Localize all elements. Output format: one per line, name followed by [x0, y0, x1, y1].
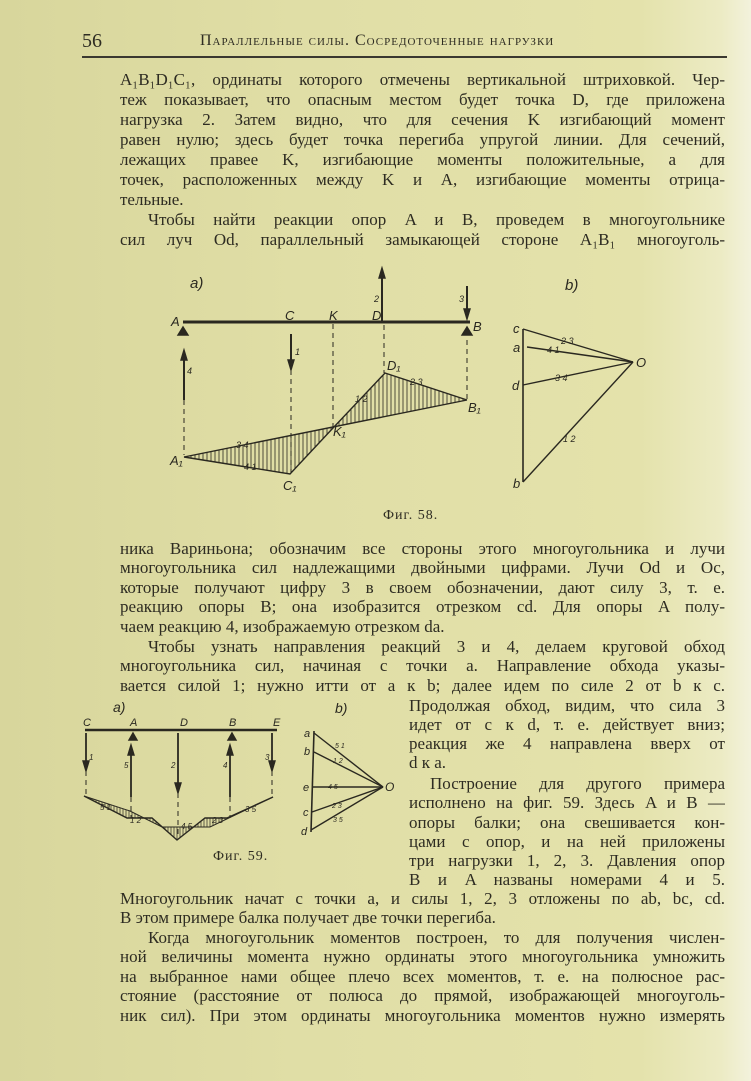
text-line: вается силой 1; нужно итти от a к b; далее идем по силе 2 от b к c.	[120, 676, 725, 695]
side-label: 1 2	[355, 394, 368, 404]
running-title: Параллельные силы. Сосредоточенные нагрузки	[200, 32, 555, 49]
point-label: A	[171, 314, 180, 329]
side-label: 3 4	[236, 440, 249, 450]
fig59-caption: Фиг. 59.	[213, 849, 269, 864]
point-label: C	[83, 717, 91, 729]
text-line: многоугольника сил, начиная с точки a. Направление обхода указы-	[120, 656, 725, 675]
text-line: ной величины момента нужно ординаты этого многоугольника умножить	[120, 947, 725, 966]
text-line: тельные.	[120, 190, 184, 209]
side-label: 1 2	[130, 816, 142, 825]
text-line: B и A названы номерами 4 и 5.	[409, 870, 725, 889]
moment-polygon	[184, 373, 467, 474]
force-label: 3	[459, 294, 465, 304]
arrowhead-icon	[269, 761, 275, 771]
point-label: a	[513, 340, 521, 355]
point-label: E	[273, 717, 281, 729]
text-line: реакцию опоры B; она изобразится отрезком cd. Для опоры A полу-	[120, 597, 725, 616]
text-line: нагрузка 2. Затем видно, что для сечения K изгибающий момент	[120, 110, 725, 129]
text-line: В этом примере балка получает две точки перегиба.	[120, 908, 496, 927]
text-line: Когда многоугольник моментов построен, то для получения числен-	[148, 928, 725, 947]
text-line: три нагрузки 1, 2, 3. Давления опор	[409, 851, 725, 870]
point-label: e	[303, 782, 310, 794]
force-label: 5	[124, 761, 129, 770]
force-label: 1	[295, 347, 301, 357]
fig58-a-label: a)	[190, 275, 204, 292]
side-label: 2 3	[410, 377, 423, 387]
ray-label: 5 1	[335, 743, 345, 750]
text-line: идет от c к d, т. е. действует вниз;	[409, 715, 725, 734]
support-b-icon	[228, 733, 236, 740]
ray-label: 2 3	[332, 803, 342, 810]
fig59-a-label: a)	[113, 699, 126, 715]
point-label: c	[513, 321, 520, 336]
arrowhead-icon	[379, 268, 385, 278]
point-label: B	[473, 319, 482, 334]
ray-41	[527, 347, 633, 362]
text-line: A₁B₁D₁C₁, ординаты которого отмечены вертикальной штриховкой. Чер-	[120, 70, 725, 89]
text-line: на выбранное нами общее плечо всех моментов, т. е. на полюсное рас-	[120, 967, 725, 986]
ray-34	[523, 362, 633, 385]
fig59-b-label: b)	[335, 700, 348, 716]
closing-line	[184, 400, 467, 457]
text-line: стояние (расстояние от полюса до прямой, изображающей многоуголь-	[120, 986, 725, 1005]
text-line: исполнено на фиг. 59. Здесь A и B —	[409, 793, 725, 812]
force-label: 3	[265, 753, 270, 762]
text-line: цами с опор, и на ней приложены	[409, 832, 725, 851]
arrowhead-icon	[464, 309, 470, 319]
text-line: Многоугольник начат с точки a, и силы 1, 2, 3 отложены по ab, bc, cd.	[120, 889, 725, 908]
text-line: реакция же 4 направлена вверх от	[409, 734, 725, 753]
fig58-b-label: b)	[565, 277, 579, 294]
text-line: Построение для другого примера	[430, 774, 725, 793]
ray-label: 1 2	[563, 434, 576, 444]
force-label: 2	[374, 294, 380, 304]
text-line: ника Вариньона; обозначим все стороны этого многоугольника и лучи	[120, 539, 725, 558]
side-label: 2 3	[212, 816, 224, 825]
ray-23	[523, 329, 633, 362]
text-line: многоугольника сил надлежащими двойными цифрами. Лучи Od и Oc,	[120, 558, 725, 577]
text-line: которые получают цифру 3 в своем обозначении, дают силу 3, т. е.	[120, 578, 725, 597]
page-number: 56	[82, 30, 102, 52]
text-line: лежащих правее K, изгибающие моменты положительные, а для	[120, 150, 725, 169]
force-label: 2	[171, 761, 176, 770]
force-label: 4	[187, 366, 193, 376]
support-b-icon	[462, 327, 472, 335]
arrowhead-icon	[128, 745, 134, 755]
text-line: чаем реакцию 4, изображаемую отрезком da.	[120, 617, 445, 636]
point-label: D₁	[387, 358, 401, 373]
text-line: теж показывает, что опасным местом будет точка D, где приложена	[120, 90, 725, 109]
ray-12	[523, 362, 633, 482]
text-line: сил луч Od, параллельный замыкающей стороне A₁B₁ многоуголь-	[120, 230, 725, 249]
point-label: D	[372, 308, 382, 323]
ray-label: 3 5	[333, 817, 343, 824]
point-label: C	[285, 308, 295, 323]
point-label: d	[301, 826, 308, 838]
arrowhead-icon	[83, 761, 89, 771]
side-label: 4 1	[244, 462, 257, 472]
side-label: 3 5	[245, 805, 257, 814]
ray-label: 4 5	[328, 784, 338, 791]
text-line: опоры балки; она свешивается кон-	[409, 813, 725, 832]
text-line: Чтобы узнать направления реакций 3 и 4, делаем круговой обход	[148, 637, 725, 656]
fig58-caption: Фиг. 58.	[383, 508, 439, 523]
side-label: 4 5	[181, 822, 193, 831]
ray-label: 1 2	[333, 758, 343, 765]
point-label: D	[180, 717, 188, 729]
fig58-a	[178, 268, 472, 474]
arrowhead-icon	[227, 745, 233, 755]
support-a-icon	[129, 733, 137, 740]
text-line: ник сил). При этом ординаты многоугольника моментов нужно измерять	[120, 1006, 725, 1025]
text-line: равен нулю; здесь будет точка перегиба упругой линии. Для сечений,	[120, 130, 725, 149]
text-line: Продолжая обход, видим, что сила 3	[409, 696, 725, 715]
arrowhead-icon	[181, 350, 187, 360]
point-label: O	[636, 355, 647, 370]
arrowhead-icon	[288, 360, 294, 370]
point-label: d	[512, 378, 520, 393]
fig58-b	[523, 329, 633, 482]
force-label: 4	[223, 761, 228, 770]
point-label: b	[513, 476, 521, 491]
arrowhead-icon	[175, 783, 181, 793]
fig59-a	[83, 730, 277, 840]
point-label: A	[130, 717, 138, 729]
point-label: c	[303, 807, 309, 819]
text-line: d к a.	[409, 753, 447, 772]
ray-label: 3 4	[555, 373, 568, 383]
ray-label: 4 1	[547, 345, 560, 355]
force-label: 1	[89, 753, 94, 762]
point-label: B	[229, 717, 237, 729]
point-label: K	[329, 308, 338, 323]
point-label: b	[304, 746, 311, 758]
point-label: A₁	[170, 453, 183, 468]
point-label: C₁	[283, 478, 297, 493]
point-label: B₁	[468, 400, 481, 415]
text-line: Чтобы найти реакции опор A и B, проведем в многоугольнике	[148, 210, 725, 229]
side-label: 5 1	[100, 803, 112, 812]
point-label: O	[385, 780, 395, 794]
point-label: K₁	[333, 424, 346, 439]
projection-lines	[184, 324, 467, 472]
point-label: a	[304, 728, 311, 740]
text-line: точек, расположенных между K и A, изгибающие моменты отрица-	[120, 170, 725, 189]
fig59-b	[311, 731, 383, 832]
ray-label: 2 3	[561, 336, 574, 346]
